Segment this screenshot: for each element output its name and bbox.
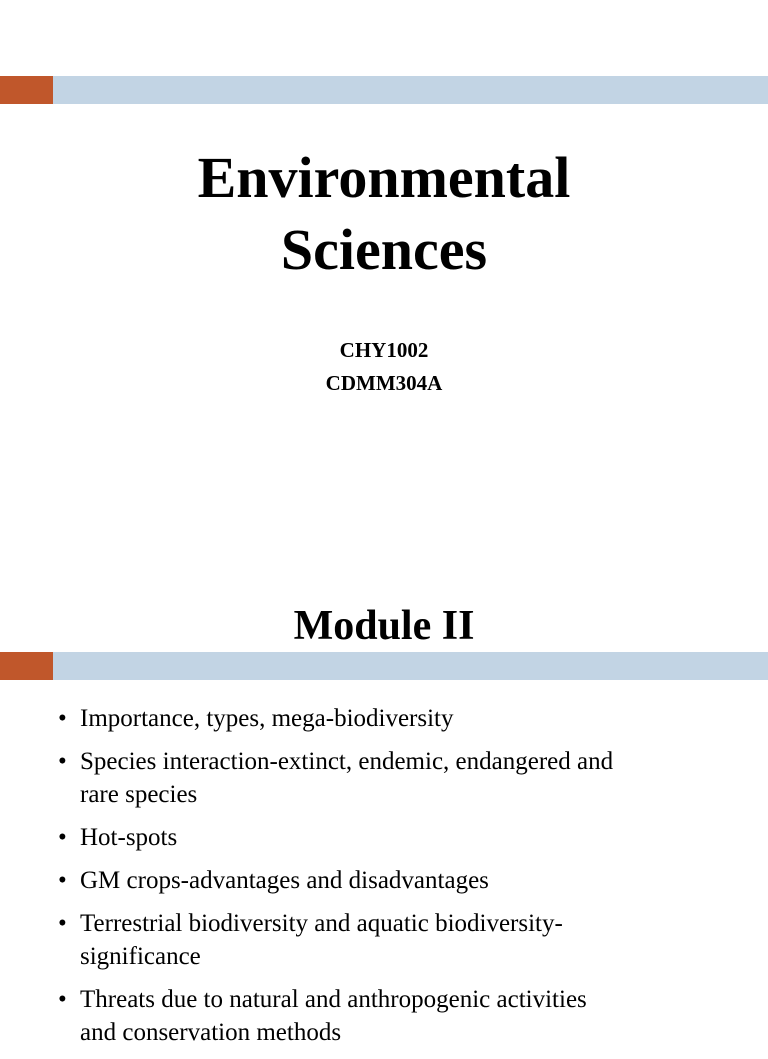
topic-list <box>58 702 718 1059</box>
topic-text-line: and conservation methods <box>80 1019 342 1046</box>
slide1-header-band <box>0 76 768 104</box>
topic-list-item <box>58 907 718 973</box>
topic-list-item <box>58 983 718 1049</box>
course-code-2: CDMM304A <box>325 371 443 395</box>
bullet-dot-icon: • <box>58 748 67 775</box>
bullet-dot-icon: • <box>58 824 67 851</box>
topic-text-line: Importance, types, mega-biodiversity <box>80 705 454 732</box>
topic-text-line: GM crops-advantages and disadvantages <box>80 867 489 894</box>
topic-text-line: significance <box>80 943 201 970</box>
slide1-title <box>0 142 768 286</box>
topic-list-item <box>58 702 718 735</box>
header-bar <box>53 652 768 680</box>
bullet-dot-icon: • <box>58 867 67 894</box>
topic-list-item <box>58 745 718 811</box>
slide2-title: Module II <box>293 603 475 649</box>
topic-text-line: rare species <box>80 781 198 808</box>
topic-text-line: Species interaction-extinct, endemic, endangered and <box>80 748 614 775</box>
title-line-1: Environmental <box>197 145 571 210</box>
topic-text-line: Hot-spots <box>80 824 178 851</box>
title-line-2: Sciences <box>280 217 488 282</box>
header-accent-block <box>0 652 53 680</box>
topic-list-item <box>58 821 718 854</box>
topic-text-line: Threats due to natural and anthropogenic activities <box>80 986 587 1013</box>
header-accent-block <box>0 76 53 104</box>
topic-list-item <box>58 864 718 897</box>
course-codes <box>0 334 768 400</box>
bullet-dot-icon: • <box>58 986 67 1013</box>
slide2-header-band <box>0 652 768 680</box>
bullet-dot-icon: • <box>58 910 67 937</box>
bullet-dot-icon: • <box>58 705 67 732</box>
course-code-1: CHY1002 <box>339 338 429 362</box>
header-bar <box>53 76 768 104</box>
topic-text-line: Terrestrial biodiversity and aquatic biodiversity- <box>80 910 563 937</box>
